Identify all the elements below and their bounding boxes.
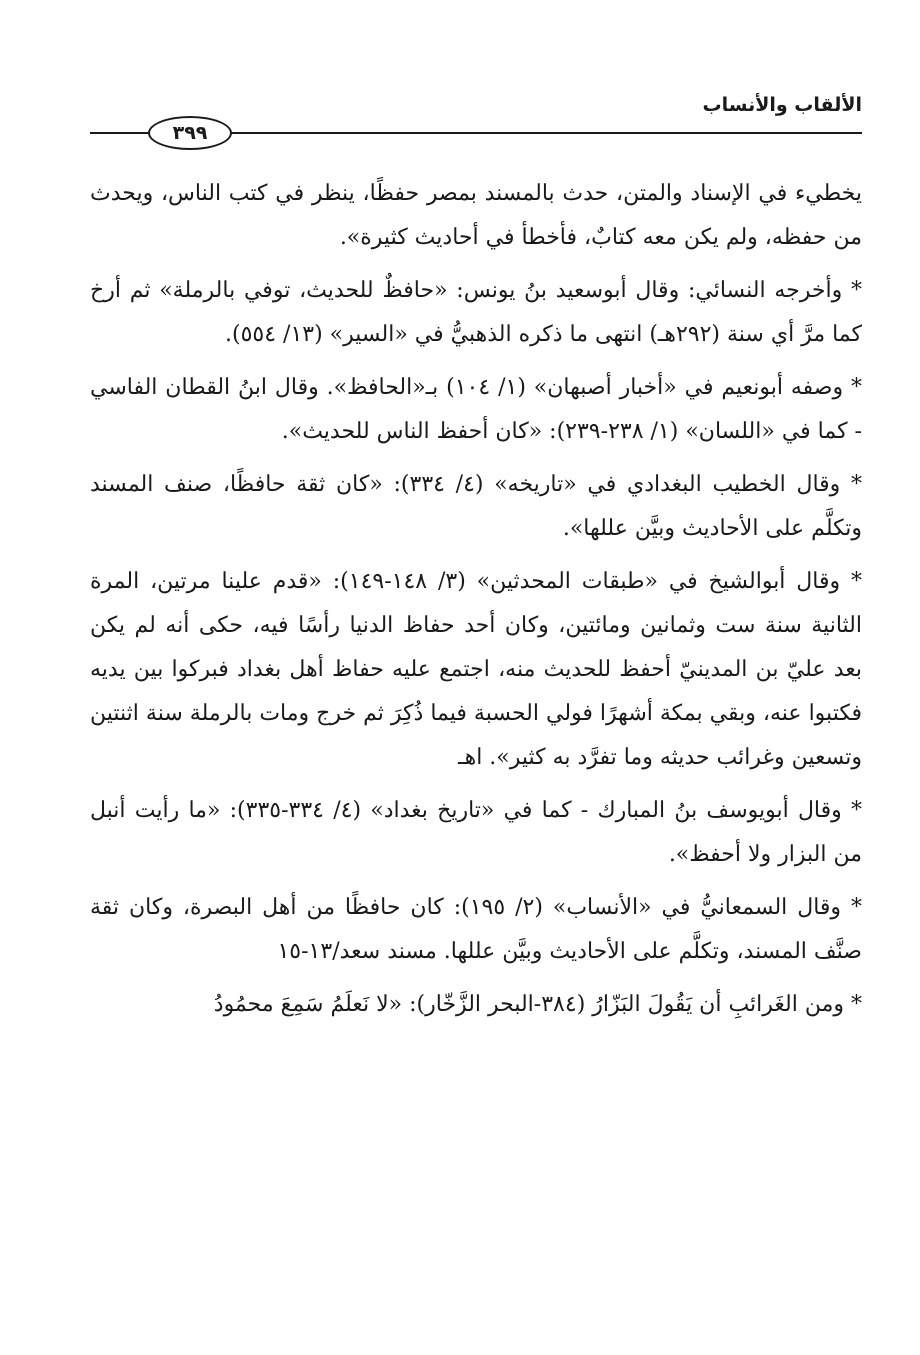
paragraph-5: * وقال أبوالشيخ في «طبقات المحدثين» (٣/ ١٤٨-١٤٩): «قدم علينا مرتين، المرة الثانية سنة ست وثمانين ومائتين، وكان أحد حفاظ الدنيا رأسًا فيه، حكى أنه لم يكن بعد عليّ بن المدينيّ أحفظ للحديث منه، اجتمع عليه حفاظ أهل بغداد فبركوا بين يديه فكتبوا عنه، وبقي بمكة أشهرًا فولي الحسبة فيما ذُكِرَ ثم خرج ومات بالرملة سنة اثنتين وتسعين وغرائب حديثه وما تفرَّد به كثير». اهـ [90, 569, 862, 770]
paragraph-8: * ومن الغَرائبِ أن يَقُولَ البَزّارُ (٣٨٤-البحر الزَّخّار): «لا نَعلَمُ سَمِعَ محمُودُ [213, 992, 862, 1017]
paragraph-3: * وصفه أبونعيم في «أخبار أصبهان» (١/ ١٠٤) بـ«الحافظ». وقال ابنُ القطان الفاسي - كما في «اللسان» (١/ ٢٣٨-٢٣٩): «كان أحفظ الناس للحديث». [90, 375, 862, 444]
page-number: ٣٩٩ [148, 116, 232, 150]
running-title: الألقاب والأنساب [702, 94, 862, 116]
paragraph-1: يخطيء في الإسناد والمتن، حدث بالمسند بمصر حفظًا، ينظر في كتب الناس، ويحدث من حفظه، ولم يكن معه كتابٌ، فأخطأ في أحاديث كثيرة». [90, 181, 862, 250]
page-body [90, 172, 862, 1036]
paragraph-7: * وقال السمعانيُّ في «الأنساب» (٢/ ١٩٥): كان حافظًا من أهل البصرة، وكان ثقة صنَّف المسند، وتكلَّم على الأحاديث وبيَّن عللها. مسند سعد/١٣-١٥ [90, 895, 862, 964]
page-header [90, 92, 862, 152]
paragraph-6: * وقال أبويوسف بنُ المبارك - كما في «تاريخ بغداد» (٤/ ٣٣٤-٣٣٥): «ما رأيت أنبل من البزار ولا أحفظ». [90, 798, 862, 867]
paragraph-4: * وقال الخطيب البغدادي في «تاريخه» (٤/ ٣٣٤): «كان ثقة حافظًا، صنف المسند وتكلَّم على الأحاديث وبيَّن عللها». [90, 472, 862, 541]
paragraph-2: * وأخرجه النسائي: وقال أبوسعيد بنُ يونس: «حافظٌ للحديث، توفي بالرملة» ثم أرخ كما مرَّ أي سنة (٢٩٢هـ) انتهى ما ذكره الذهبيُّ في «السير» (١٣/ ٥٥٤). [90, 278, 862, 347]
